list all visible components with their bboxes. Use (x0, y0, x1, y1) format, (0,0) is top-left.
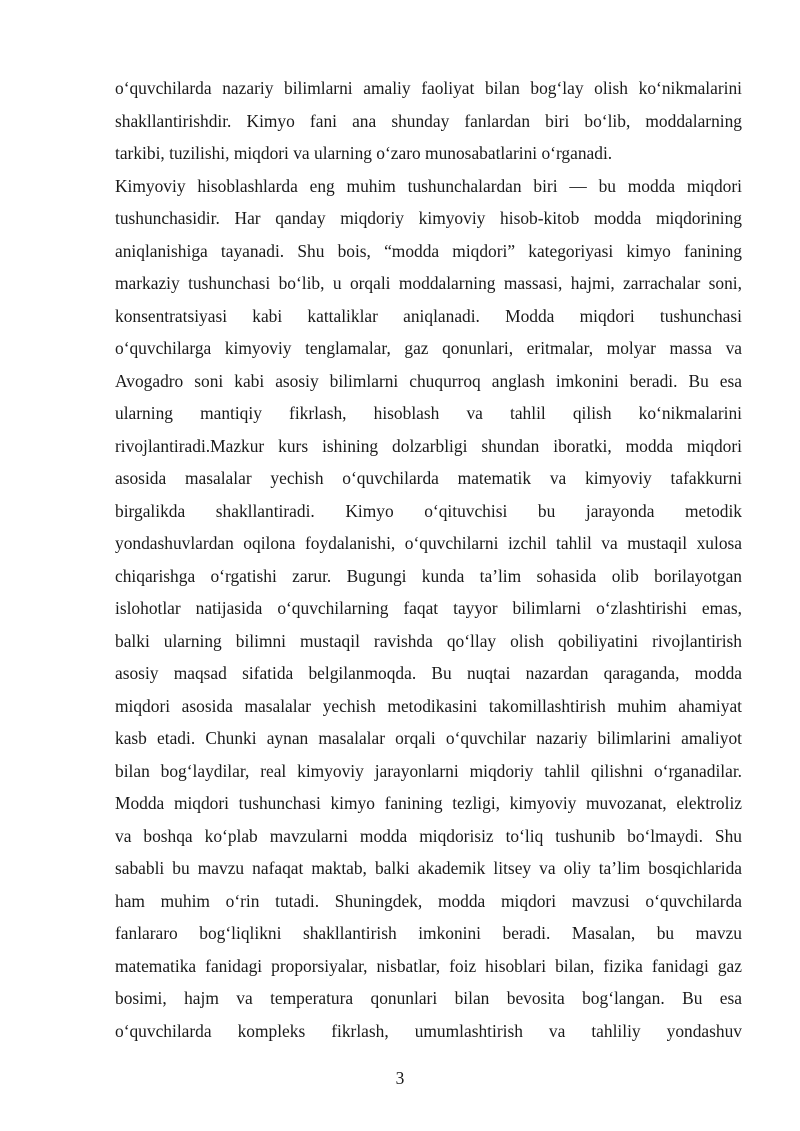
text-line: rivojlantiradi.Mazkur kurs ishining dolzarbligi shundan iboratki, modda miqdori (115, 435, 742, 456)
text-line: balki ularning bilimni mustaqil ravishda qo‘llay olish qobiliyatini rivojlantirish (115, 630, 742, 651)
text-line: fanlararo bog‘liqlikni shakllantirish imkonini beradi. Masalan, bu mavzu (115, 923, 742, 943)
text-line: o‘quvchilarga kimyoviy tenglamalar, gaz qonunlari, eritmalar, molyar massa va (115, 338, 742, 358)
text-line: o‘quvchilarda nazariy bilimlarni amaliy faoliyat bilan bog‘lay olish ko‘nikmalarini (115, 78, 742, 98)
text-line: konsentratsiyasi kabi kattaliklar aniqlanadi. Modda miqdori tushunchasi (115, 305, 742, 326)
text-line: tarkibi, tuzilishi, miqdori va ularning o‘zaro munosabatlarini o‘rganadi. (115, 143, 613, 163)
text-line: birgalikda shakllantiradi. Kimyo o‘qituvchisi bu jarayonda metodik (115, 500, 742, 521)
text-line: bilan bog‘laydilar, real kimyoviy jarayonlarni miqdoriy tahlil qilishni o‘rganadilar. (115, 760, 742, 781)
text-line: aniqlanishiga tayanadi. Shu bois, “modda miqdori” kategoriyasi kimyo fanining (115, 240, 742, 261)
text-line: va boshqa ko‘plab mavzularni modda miqdorisiz to‘liq tushunib bo‘lmaydi. Shu (115, 825, 742, 846)
text-line: miqdori asosida masalalar yechish metodikasini takomillashtirish muhim ahamiyat (115, 695, 742, 716)
text-line: ularning mantiqiy fikrlash, hisoblash va tahlil qilish ko‘nikmalarini (115, 403, 742, 423)
text-line: Modda miqdori tushunchasi kimyo fanining tezligi, kimyoviy muvozanat, elektroliz (115, 793, 742, 813)
text-line: sababli bu mavzu nafaqat maktab, balki akademik litsey va oliy ta’lim bosqichlarida (115, 858, 742, 878)
text-line: matematika fanidagi proporsiyalar, nisbatlar, foiz hisoblari bilan, fizika fanidagi gaz (115, 955, 742, 976)
text-line: asosiy maqsad sifatida belgilanmoqda. Bu nuqtai nazardan qaraganda, modda (115, 663, 742, 683)
text-line: o‘quvchilarda kompleks fikrlash, umumlashtirish va tahliliy yondashuv (115, 1020, 742, 1041)
text-line: tushunchasidir. Har qanday miqdoriy kimyoviy hisob-kitob modda miqdorining (115, 208, 742, 228)
text-line: asosida masalalar yechish o‘quvchilarda matematik va kimyoviy tafakkurni (115, 468, 742, 488)
text-line: shakllantirishdir. Kimyo fani ana shunday fanlardan biri bo‘lib, moddalarning (115, 110, 742, 131)
text-line: islohotlar natijasida o‘quvchilarning faqat tayyor bilimlarni o‘zlashtirishi emas, (115, 598, 742, 618)
text-line: bosimi, hajm va temperatura qonunlari bilan bevosita bog‘langan. Bu esa (115, 988, 742, 1008)
body-text (115, 72, 742, 1047)
text-line: kasb etadi. Chunki aynan masalalar orqali o‘quvchilar nazariy bilimlarini amaliyot (115, 728, 742, 748)
text-line: Avogadro soni kabi asosiy bilimlarni chuqurroq anglash imkonini beradi. Bu esa (115, 370, 742, 391)
text-line: markaziy tushunchasi bo‘lib, u orqali moddalarning massasi, hajmi, zarrachalar soni, (115, 273, 742, 293)
text-line: ham muhim o‘rin tutadi. Shuningdek, modda miqdori mavzusi o‘quvchilarda (115, 890, 742, 911)
text-line: chiqarishga o‘rgatishi zarur. Bugungi kunda ta’lim sohasida olib borilayotgan (115, 565, 742, 586)
text-line: yondashuvlardan oqilona foydalanishi, o‘quvchilarni izchil tahlil va mustaqil xulosa (115, 533, 742, 553)
page-number: 3 (395, 1068, 405, 1088)
text-line: Kimyoviy hisoblashlarda eng muhim tushunchalardan biri — bu modda miqdori (115, 175, 742, 196)
